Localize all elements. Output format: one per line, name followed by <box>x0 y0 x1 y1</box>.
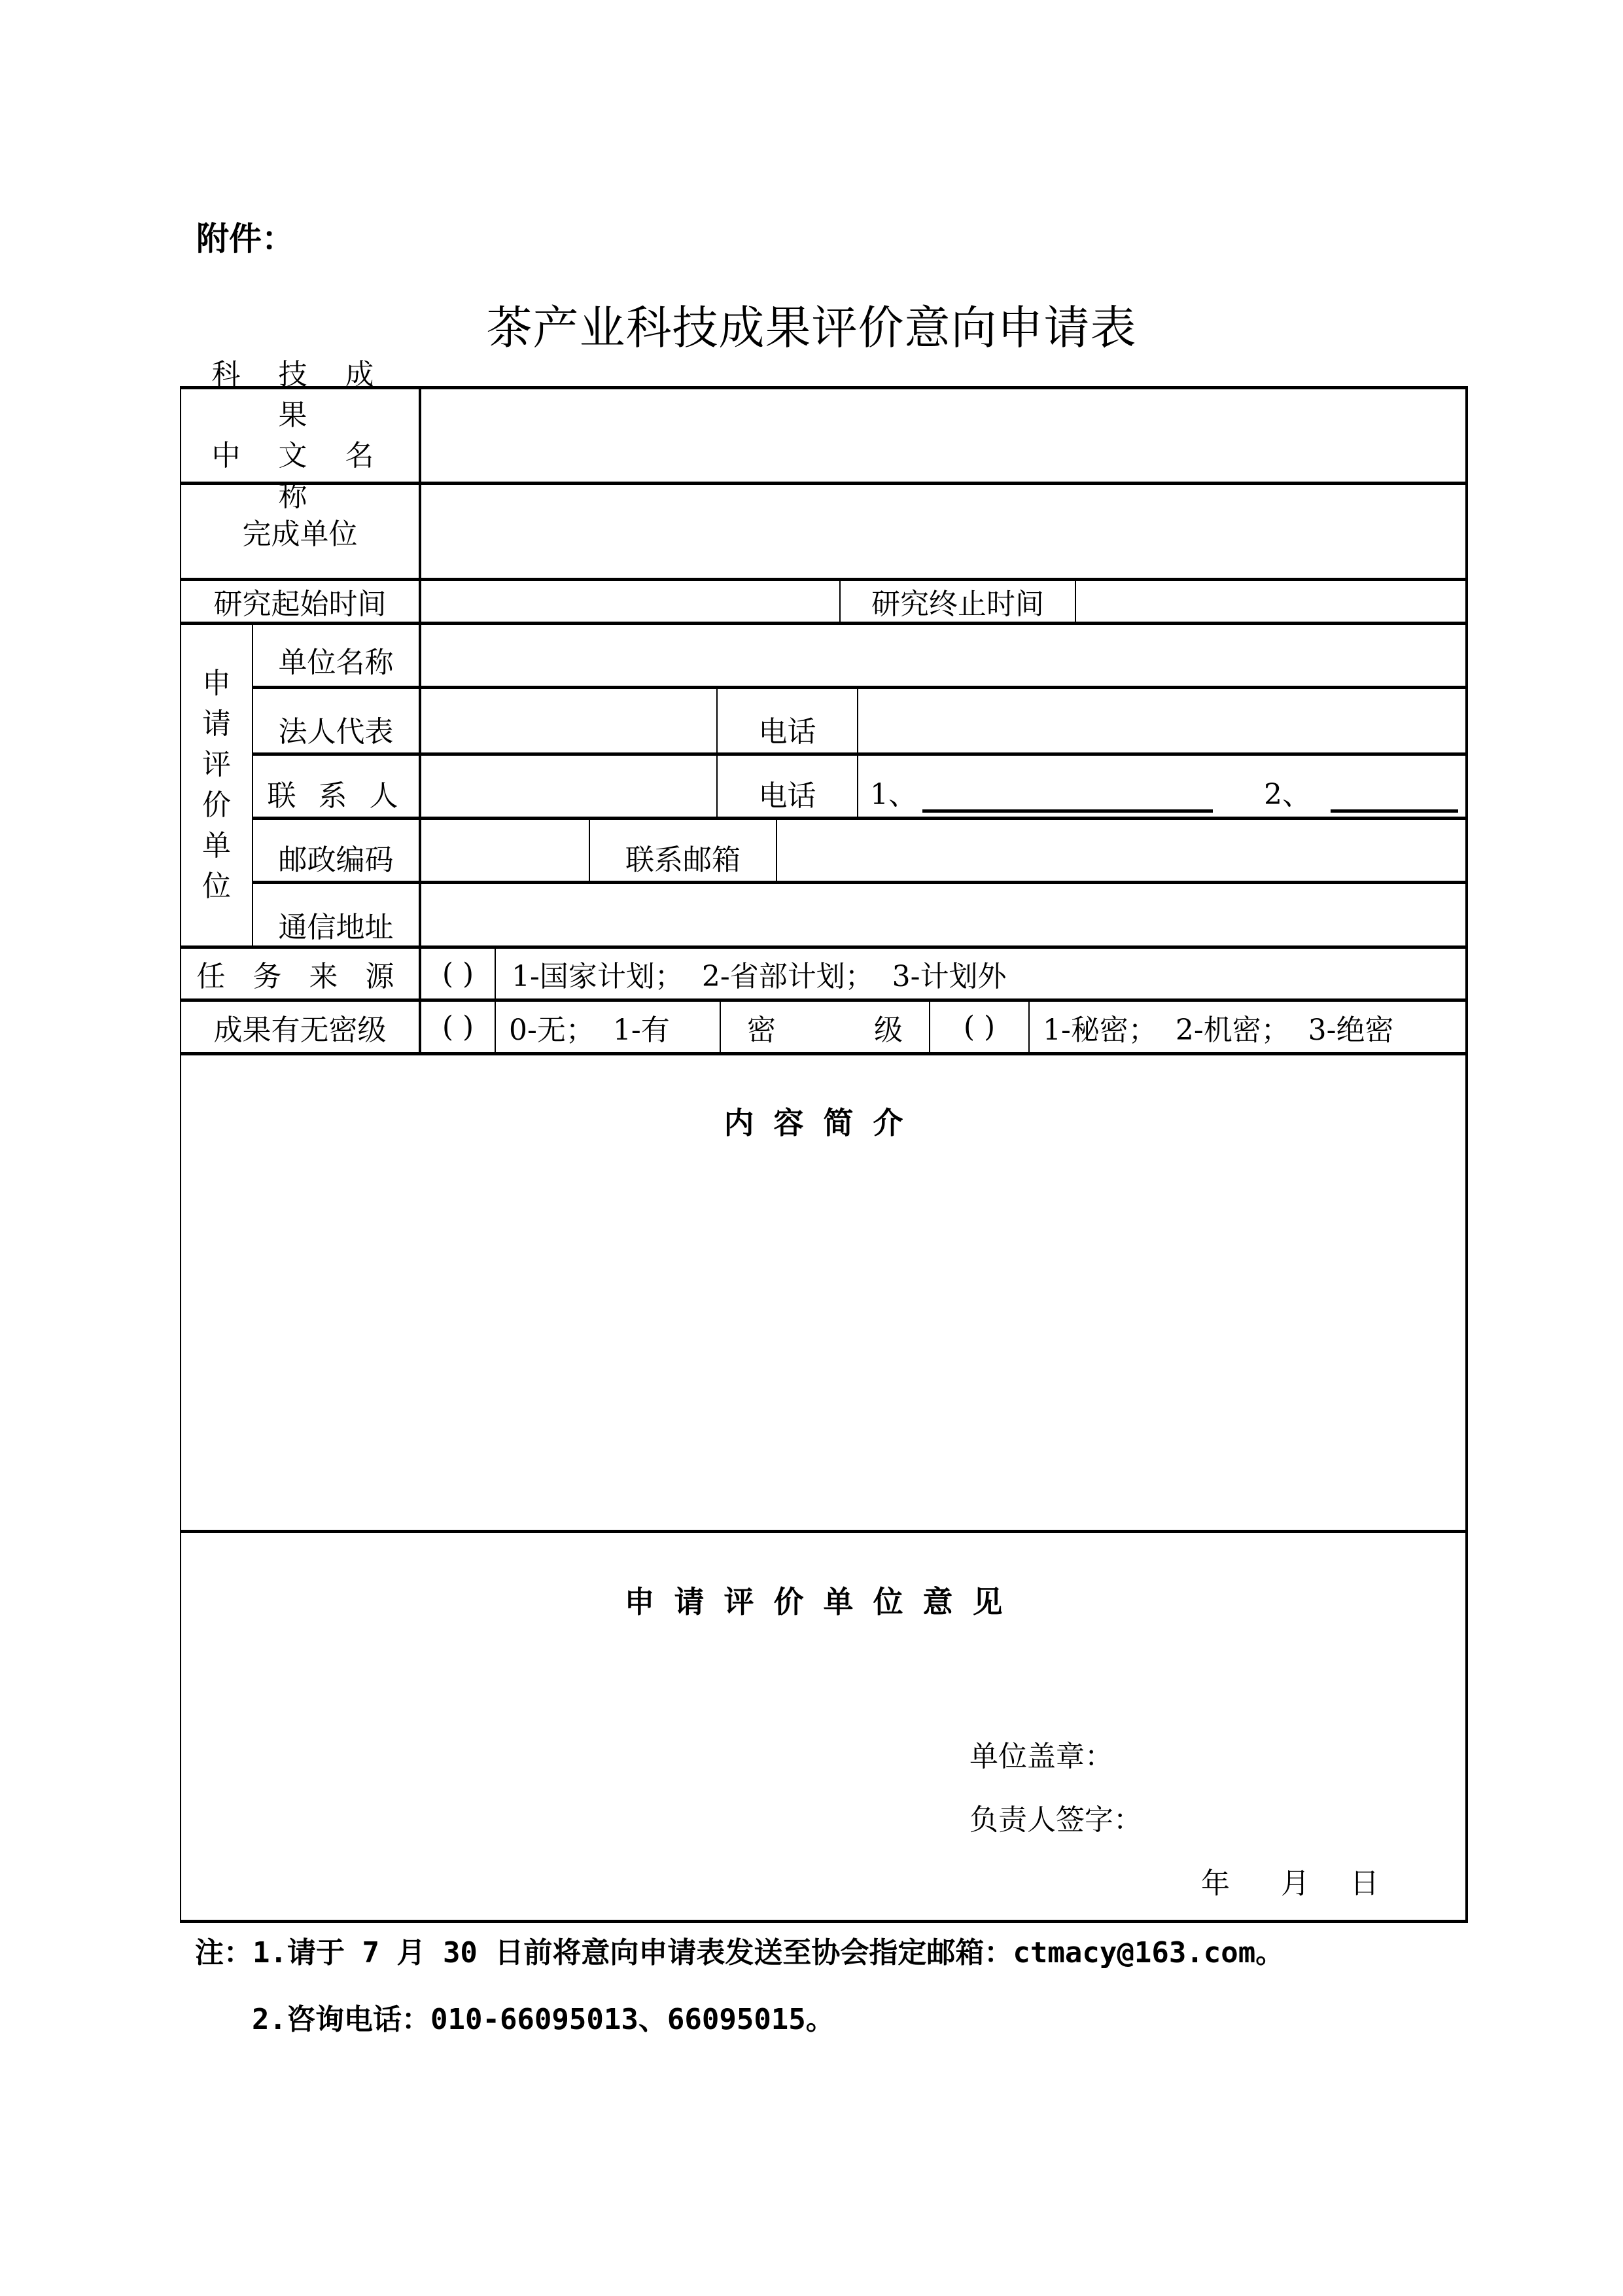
table-border-bottom <box>180 1920 1468 1923</box>
row-divider <box>180 1530 1468 1533</box>
completing-unit-field[interactable] <box>421 485 1465 578</box>
table-border-right <box>1465 386 1468 1923</box>
contact-phones <box>858 756 1465 817</box>
legal-rep-phone-field[interactable] <box>858 689 1465 752</box>
phone-2-field[interactable] <box>1331 783 1458 813</box>
classification-label-char: 级 <box>874 1013 903 1047</box>
date-day-label: 日 <box>1350 1867 1379 1900</box>
postal-code-field[interactable] <box>421 820 589 881</box>
summary-field[interactable] <box>190 1158 1452 1518</box>
email-field[interactable] <box>777 820 1465 881</box>
label-line-1: 科 技 成 果 <box>211 357 389 432</box>
note-line-2: 2.咨询电话：010-66095013、66095015。 <box>252 2003 835 2036</box>
research-end-field[interactable] <box>1076 581 1465 622</box>
classification-options: 1-秘密； 2-机密； 3-绝密 <box>1043 1013 1394 1047</box>
group-char: 位 <box>202 870 231 903</box>
opinion-heading: 申请评价单位意见 <box>624 1584 1022 1619</box>
group-char: 请 <box>202 707 231 741</box>
task-source-options: 1-国家计划； 2-省部计划； 3-计划外 <box>512 960 1007 993</box>
group-char: 价 <box>202 788 231 822</box>
completing-unit-label: 完成单位 <box>242 518 358 551</box>
legal-rep-field[interactable] <box>421 689 716 752</box>
classification-label <box>721 1002 929 1052</box>
legal-rep-label: 法人代表 <box>278 715 394 749</box>
postal-code-label: 邮政编码 <box>278 843 394 877</box>
address-field[interactable] <box>421 884 1465 945</box>
research-start-label: 研究起始时间 <box>213 588 387 621</box>
note-line-1: 注：1.请于 7 月 30 日前将意向申请表发送至协会指定邮箱：ctmacy@163.com。 <box>195 1936 1285 1969</box>
classification-choice[interactable]: ( ) <box>963 1010 996 1044</box>
date-year-label: 年 <box>1201 1867 1230 1900</box>
research-start-field[interactable] <box>421 581 839 622</box>
opinion-field[interactable] <box>190 1623 1452 1734</box>
unit-seal-label: 单位盖章： <box>969 1740 1113 1773</box>
email-label: 联系邮箱 <box>625 843 741 877</box>
contact-person-label: 联 系 人 <box>267 779 405 813</box>
phone-1-prefix: 1、 <box>870 778 917 811</box>
row-divider <box>180 1052 1468 1055</box>
contact-person-field[interactable] <box>421 756 716 817</box>
task-source-label: 任 务 来 源 <box>196 960 404 993</box>
label-line-2: 中 文 名 称 <box>211 438 389 513</box>
phone-2-prefix: 2、 <box>1264 778 1311 811</box>
responsible-signature-label: 负责人签字： <box>969 1803 1142 1837</box>
task-source-choice[interactable]: ( ) <box>442 957 474 991</box>
legal-rep-phone-label: 电话 <box>758 715 816 749</box>
achievement-name-field[interactable] <box>421 389 1465 482</box>
research-end-label: 研究终止时间 <box>871 588 1044 621</box>
achievement-name-label <box>181 357 419 513</box>
classification-label-char: 密 <box>747 1013 776 1047</box>
unit-name-label: 单位名称 <box>278 646 394 679</box>
group-char: 评 <box>202 748 231 781</box>
group-char: 申 <box>202 667 231 700</box>
group-char: 单 <box>202 829 231 862</box>
secret-level-label: 成果有无密级 <box>213 1013 387 1047</box>
address-label: 通信地址 <box>278 911 394 944</box>
summary-heading: 内容简介 <box>724 1105 923 1140</box>
attachment-label: 附件： <box>196 220 294 258</box>
phone-1-field[interactable] <box>922 783 1213 813</box>
date-month-label: 月 <box>1281 1867 1310 1900</box>
page-title: 茶产业科技成果评价意向申请表 <box>486 301 1137 355</box>
applicant-unit-group-label <box>181 625 252 945</box>
contact-phone-label: 电话 <box>758 779 816 813</box>
unit-name-field[interactable] <box>421 625 1465 686</box>
has-secret-choice[interactable]: ( ) <box>442 1010 474 1044</box>
has-secret-options: 0-无； 1-有 <box>509 1013 670 1047</box>
